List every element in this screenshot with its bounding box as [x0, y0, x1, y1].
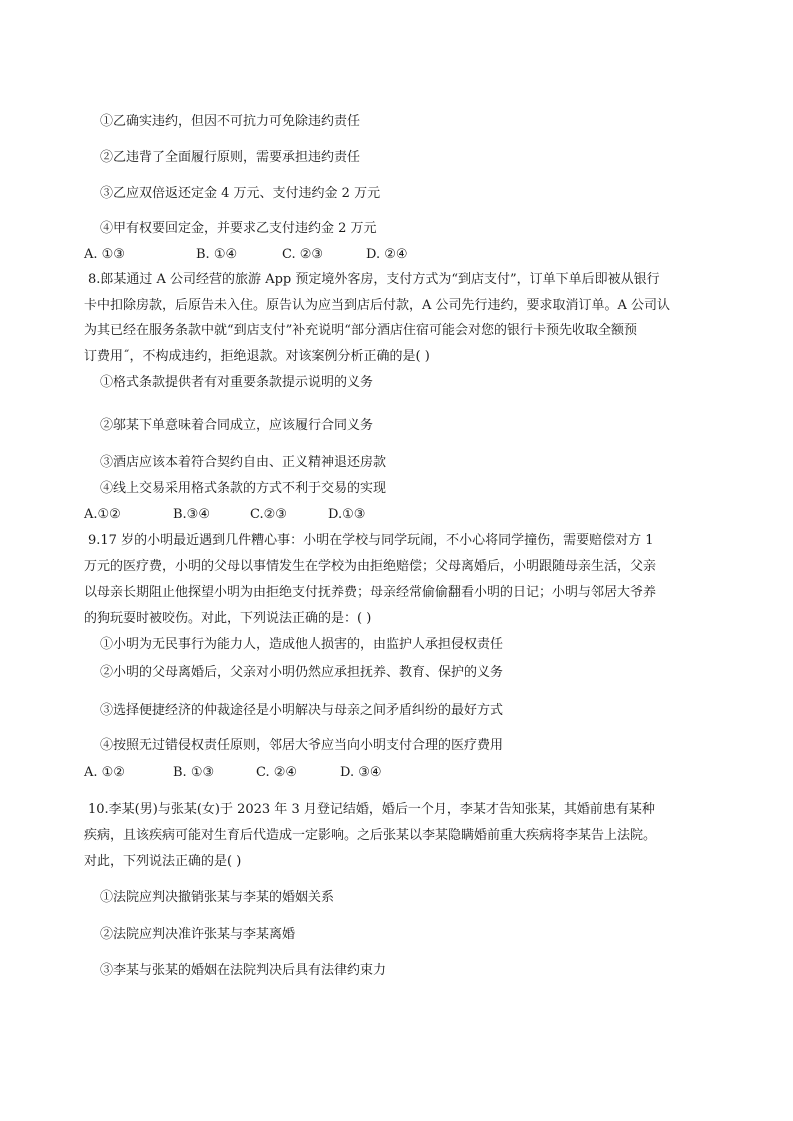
- q8-stem-line-1: 8.郎某通过 A 公司经营的旅游 App 预定境外客房，支付方式为“到店支付”，订单下单后即被从银行: [88, 272, 660, 287]
- q8-answers: [84, 506, 365, 524]
- q8-stem-line-3: 为其已经在服务条款中就“到店支付”补充说明“部分酒店住宿可能会对您的银行卡预先收取全额预: [84, 323, 637, 338]
- q8-option-4: ④线上交易采用格式条款的方式不利于交易的实现: [100, 481, 387, 496]
- q7-answer-b: B. ①④: [196, 247, 238, 262]
- q9-answer-b: B. ①③: [173, 765, 215, 780]
- q7-answer-c: C. ②③: [282, 247, 324, 262]
- q9-option-2: ②小明的父母离婚后，父亲对小明仍然应承担抚养、教育、保护的义务: [100, 665, 504, 680]
- q8-answer-a: A.①②: [84, 507, 121, 522]
- q9-stem-line-4: 的狗玩耍时被咬伤。对此，下列说法正确的是：( ): [84, 611, 372, 626]
- q8-stem-line-4: 订费用˝，不构成违约，拒绝退款。对该案例分析正确的是( ): [84, 349, 430, 364]
- q8-option-2: ②邬某下单意味着合同成立，应该履行合同义务: [100, 418, 374, 433]
- q9-option-1: ①小明为无民事行为能力人，造成他人损害的，由监护人承担侵权责任: [100, 637, 504, 652]
- q10-stem-line-3: 对此，下列说法正确的是( ): [84, 854, 242, 869]
- q10-stem-line-2: 疾病，且该疾病可能对生育后代造成一定影响。之后张某以李某隐瞒婚前重大疾病将李某告上法院。: [84, 828, 657, 843]
- q10-stem-line-1: 10.李某(男)与张某(女)于 2023 年 3 月登记结婚，婚后一个月，李某才告知张某，其婚前患有某种: [88, 802, 655, 817]
- q7-option-1: ①乙确实违约，但因不可抗力可免除违约责任: [100, 114, 361, 129]
- q8-stem-line-2: 卡中扣除房款，后原告未入住。原告认为应当到店后付款，A 公司先行违约，要求取消订单。A 公司认: [84, 298, 671, 313]
- q10-option-2: ②法院应判决准许张某与李某离婚: [100, 927, 296, 942]
- q7-answers: [84, 246, 408, 264]
- q9-answers: [84, 764, 382, 782]
- q8-option-1: ①格式条款提供者有对重要条款提示说明的义务: [100, 375, 374, 390]
- q9-stem-line-3: 以母亲长期阻止他探望小明为由拒绝支付抚养费；母亲经常偷偷翻看小明的日记；小明与邻居大爷养: [84, 585, 657, 600]
- q8-option-3: ③酒店应该本着符合契约自由、正义精神退还房款: [100, 455, 387, 470]
- q7-option-2: ②乙违背了全面履行原则，需要承担违约责任: [100, 150, 361, 165]
- q7-answer-a: A. ①③: [84, 247, 125, 262]
- q9-option-4: ④按照无过错侵权责任原则，邻居大爷应当向小明支付合理的医疗费用: [100, 738, 504, 753]
- q7-option-4: ④甲有权要回定金，并要求乙支付违约金 2 万元: [100, 221, 377, 236]
- q9-stem-line-2: 万元的医疗费，小明的父母以事情发生在学校为由拒绝赔偿；父母离婚后，小明跟随母亲生活，父亲: [84, 559, 657, 574]
- q7-answer-d: D. ②④: [366, 247, 408, 262]
- q10-option-1: ①法院应判决撤销张某与李某的婚姻关系: [100, 890, 335, 905]
- q9-option-3: ③选择便捷经济的仲裁途径是小明解决与母亲之间矛盾纠纷的最好方式: [100, 703, 504, 718]
- q10-option-3: ③李某与张某的婚姻在法院判决后具有法律约束力: [100, 963, 387, 978]
- q8-answer-d: D.①③: [328, 507, 366, 522]
- q8-answer-b: B.③④: [173, 507, 210, 522]
- q8-answer-c: C.②③: [250, 507, 287, 522]
- q9-answer-d: D. ③④: [340, 765, 382, 780]
- q9-answer-c: C. ②④: [256, 765, 298, 780]
- q9-answer-a: A. ①②: [84, 765, 125, 780]
- q9-stem-line-1: 9.17 岁的小明最近遇到几件糟心事：小明在学校与同学玩闹，不小心将同学撞伤，需要赔偿对方 1: [88, 533, 654, 548]
- q7-option-3: ③乙应双倍返还定金 4 万元、支付违约金 2 万元: [100, 186, 381, 201]
